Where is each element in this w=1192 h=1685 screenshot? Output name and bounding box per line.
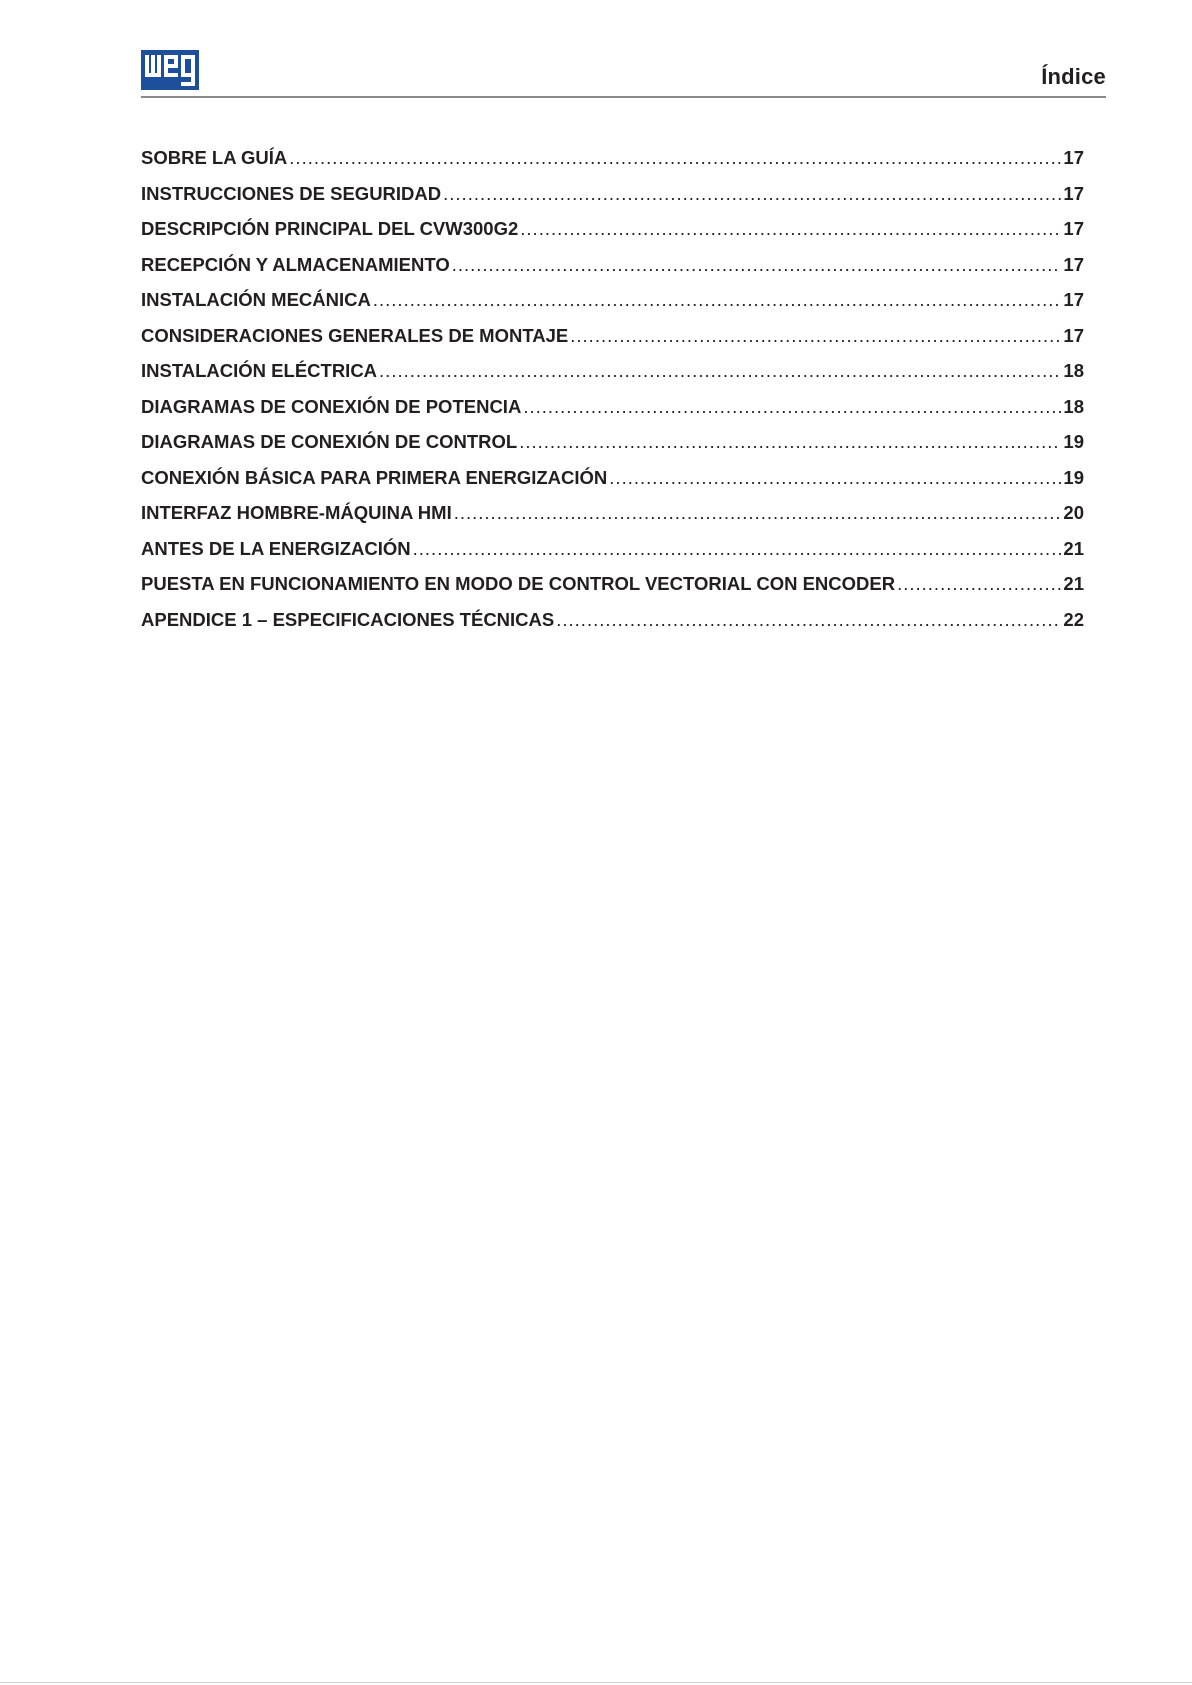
toc-dot-leader: [609, 467, 1061, 489]
toc-dot-leader: [523, 396, 1061, 418]
toc-entry-page-number: 17: [1063, 253, 1084, 275]
page-bottom-edge: [0, 1682, 1192, 1683]
page-header: [141, 50, 1106, 98]
toc-dot-leader: [897, 573, 1061, 595]
toc-entry-title: ANTES DE LA ENERGIZACIÓN: [141, 537, 411, 559]
toc-entry-page-number: 17: [1063, 218, 1084, 239]
toc-entry-title: INTERFAZ HOMBRE-MÁQUINA HMI: [141, 502, 452, 523]
toc-entry-page-number: 22: [1063, 608, 1084, 630]
toc-entry-page-number: 17: [1063, 289, 1084, 310]
page-title: Índice: [1041, 64, 1106, 89]
toc-entry[interactable]: [141, 573, 1084, 609]
toc-entry[interactable]: [141, 360, 1084, 396]
toc-entry-page-number: 20: [1063, 502, 1084, 523]
toc-entry-title: SOBRE LA GUÍA: [141, 147, 288, 168]
toc-dot-leader: [519, 431, 1061, 453]
toc-entry-title: DIAGRAMAS DE CONEXIÓN DE POTENCIA: [141, 395, 522, 417]
toc-entry-title: APENDICE 1 – ESPECIFICACIONES TÉCNICAS: [141, 608, 555, 630]
toc-dot-leader: [454, 502, 1062, 524]
toc-entry[interactable]: [141, 502, 1084, 538]
toc-entry-title: CONSIDERACIONES GENERALES DE MONTAJE: [141, 324, 569, 346]
toc-entry-page-number: 17: [1063, 147, 1084, 168]
toc-entry[interactable]: [141, 218, 1084, 254]
toc-entry-page-number: 21: [1063, 537, 1084, 559]
toc-entry-title: DIAGRAMAS DE CONEXIÓN DE CONTROL: [141, 431, 518, 452]
toc-entry-title: RECEPCIÓN Y ALMACENAMIENTO: [141, 253, 450, 275]
toc-dot-leader: [413, 538, 1062, 560]
toc-entry[interactable]: [141, 609, 1084, 645]
toc-entry-page-number: 17: [1063, 324, 1084, 346]
toc-entry-title: PUESTA EN FUNCIONAMIENTO EN MODO DE CONTROL VECTORIAL CON ENCODER: [141, 573, 896, 594]
table-of-contents: [141, 147, 1084, 644]
toc-entry-title: CONEXIÓN BÁSICA PARA PRIMERA ENERGIZACIÓN: [141, 466, 608, 488]
toc-entry[interactable]: [141, 325, 1084, 361]
toc-dot-leader: [520, 218, 1061, 240]
toc-dot-leader: [570, 325, 1061, 347]
toc-entry-title: DESCRIPCIÓN PRINCIPAL DEL CVW300G2: [141, 218, 519, 239]
weg-logo-icon: [141, 50, 199, 90]
toc-entry-page-number: 19: [1063, 466, 1084, 488]
toc-entry[interactable]: [141, 467, 1084, 503]
toc-dot-leader: [556, 609, 1061, 631]
toc-dot-leader: [443, 183, 1061, 205]
toc-entry-page-number: 19: [1063, 431, 1084, 452]
toc-entry[interactable]: [141, 396, 1084, 432]
toc-dot-leader: [452, 254, 1062, 276]
toc-entry-page-number: 17: [1063, 182, 1084, 204]
toc-entry[interactable]: [141, 147, 1084, 183]
toc-entry-page-number: 21: [1063, 573, 1084, 594]
toc-entry[interactable]: [141, 538, 1084, 574]
toc-entry[interactable]: [141, 431, 1084, 467]
toc-entry-page-number: 18: [1063, 395, 1084, 417]
toc-dot-leader: [373, 289, 1062, 311]
toc-entry-title: INSTALACIÓN ELÉCTRICA: [141, 360, 378, 381]
toc-dot-leader: [379, 360, 1061, 382]
toc-entry-page-number: 18: [1063, 360, 1084, 381]
toc-entry[interactable]: [141, 254, 1084, 290]
toc-entry-title: INSTRUCCIONES DE SEGURIDAD: [141, 182, 442, 204]
toc-entry[interactable]: [141, 183, 1084, 219]
weg-logo: [141, 50, 199, 90]
toc-entry[interactable]: [141, 289, 1084, 325]
toc-entry-title: INSTALACIÓN MECÁNICA: [141, 289, 371, 310]
toc-dot-leader: [289, 147, 1061, 169]
